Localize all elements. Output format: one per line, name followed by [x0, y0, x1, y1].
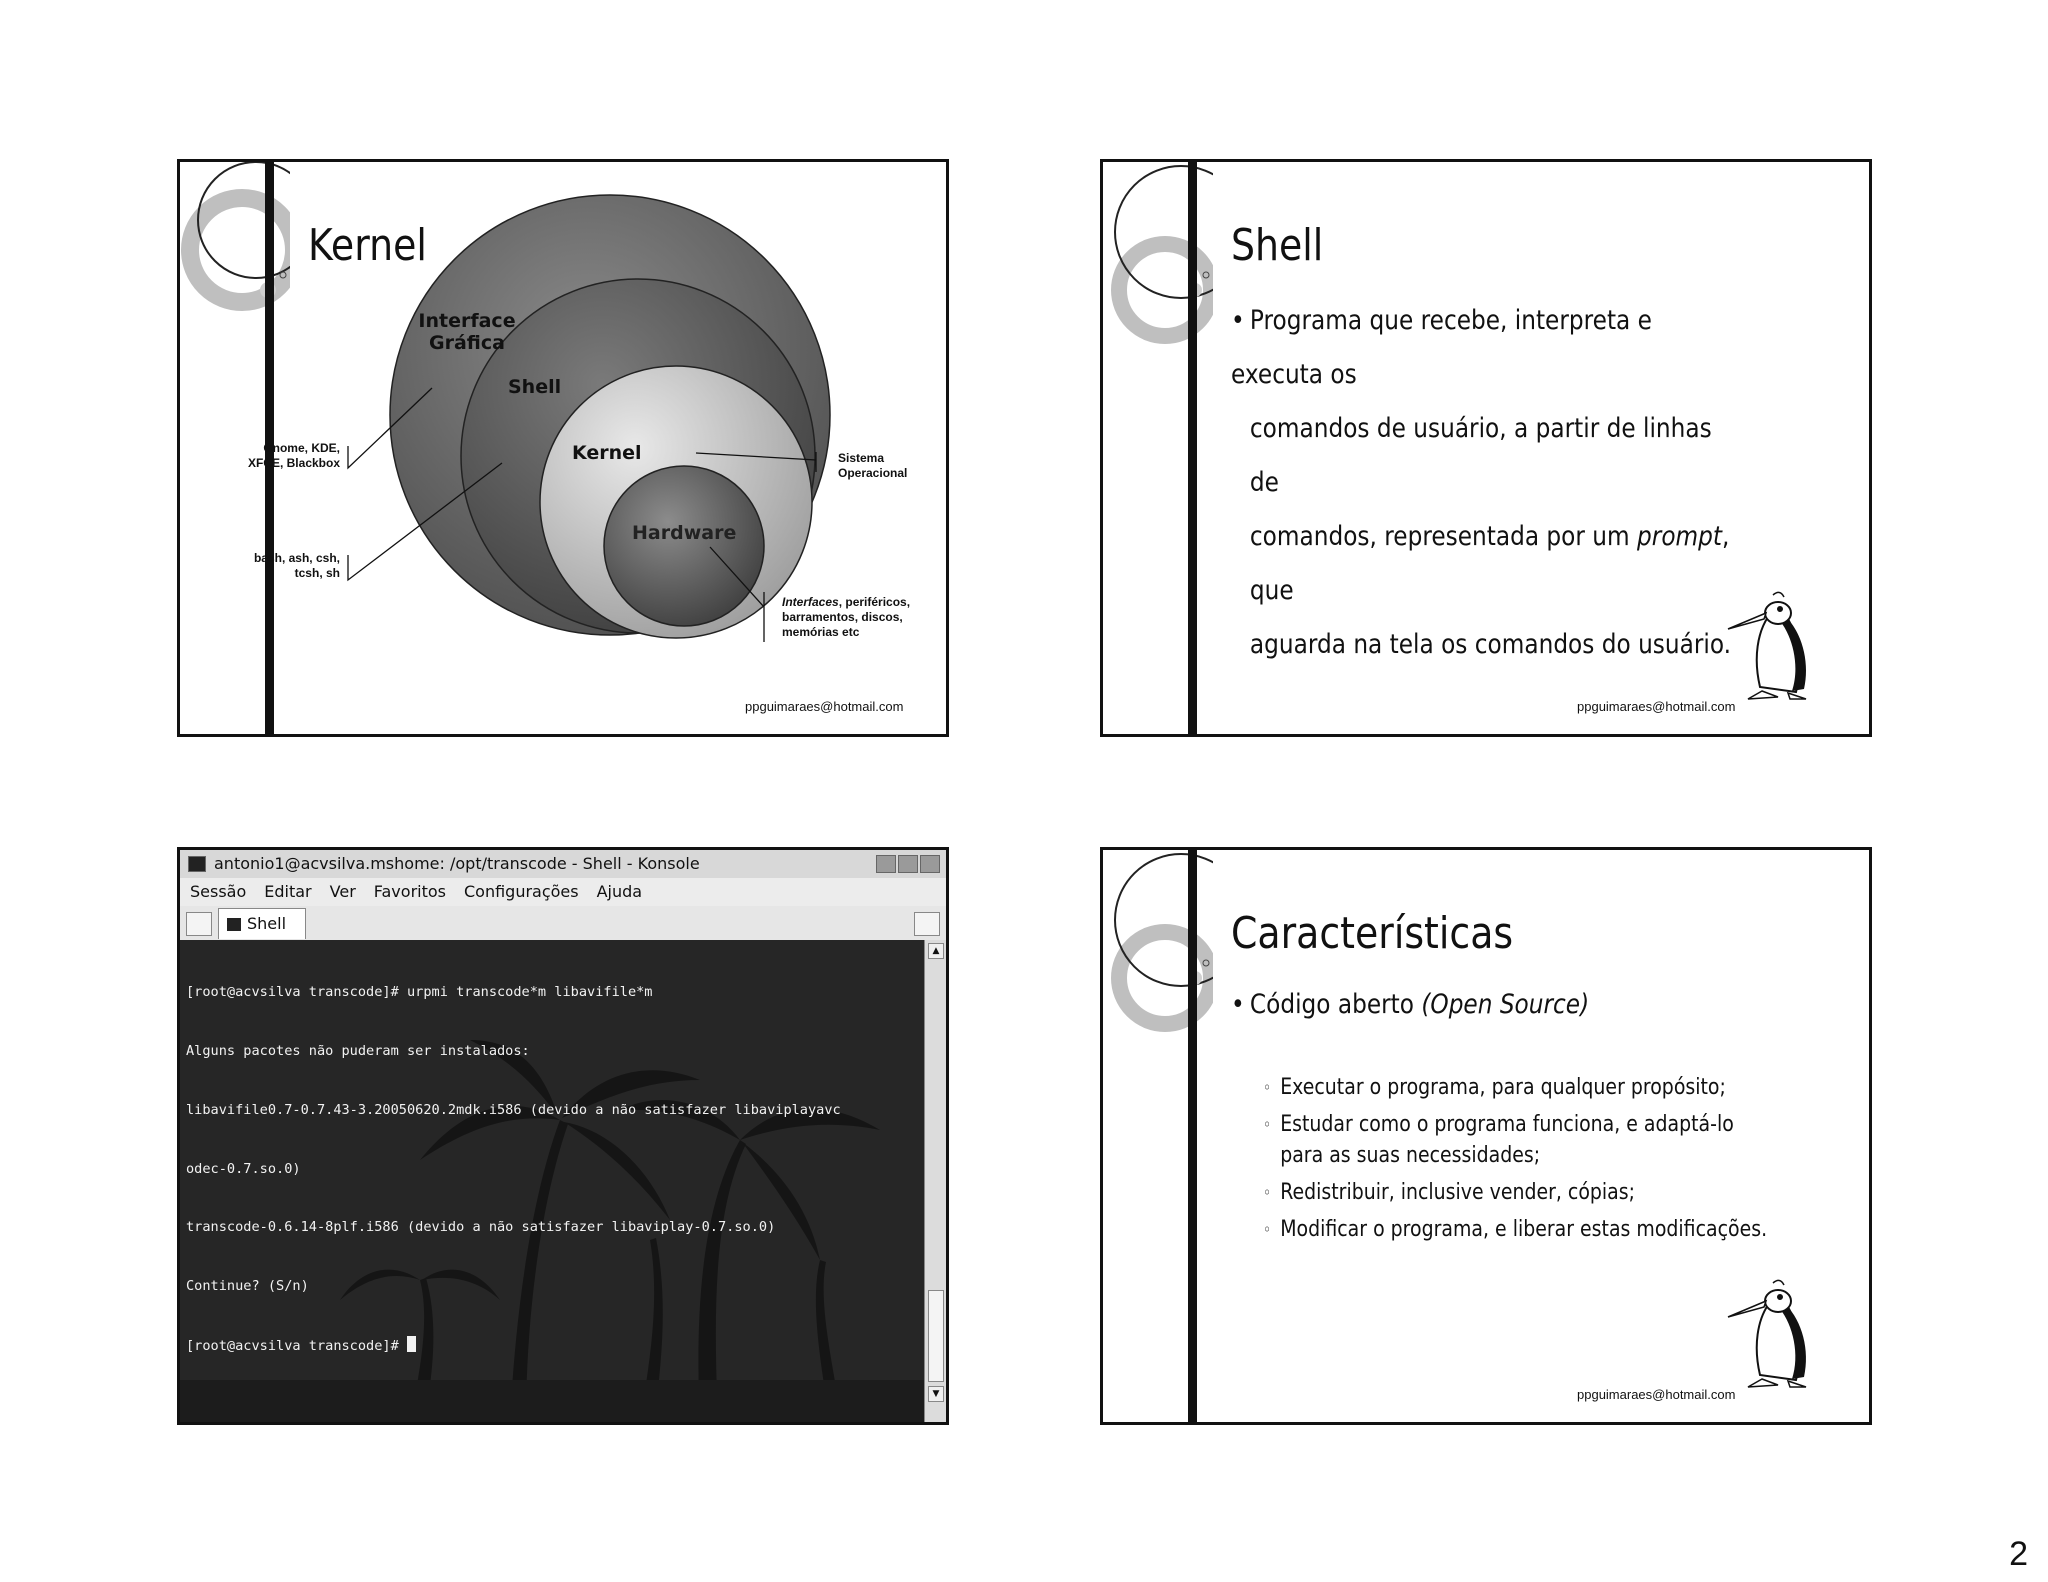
bullet-main-pre: Código aberto: [1249, 989, 1422, 1020]
terminal-output: [186, 944, 841, 1396]
note-sistema: Sistema: [838, 451, 885, 465]
window-title: antonio1@acvsilva.mshome: /opt/transcode - Shell - Konsole: [214, 854, 700, 873]
bullet-line-2: comandos de usuário, a partir de linhas de: [1249, 413, 1712, 498]
terminal-line: odec-0.7.so.0): [186, 1160, 301, 1177]
terminal-line: Continue? (S/n): [186, 1278, 309, 1295]
list-item-text: Executar o programa, para qualquer propósito;: [1280, 1075, 1726, 1100]
maximize-button[interactable]: [898, 855, 918, 873]
terminal-line: transcode-0.6.14-8plf.i586 (devido a não satisfazer libaviplay-0.7.so.0): [186, 1219, 776, 1236]
slide-footer: ppguimaraes@hotmail.com: [1577, 1387, 1736, 1402]
close-button[interactable]: [920, 855, 940, 873]
menu-configuracoes[interactable]: Configurações: [463, 882, 579, 901]
slide-caracteristicas: [1100, 847, 1872, 1425]
terminal-line: [root@acvsilva transcode]# urpmi transcode*m libavifile*m: [186, 984, 653, 1001]
list-item-text: Modificar o programa, e liberar estas modificações.: [1280, 1217, 1768, 1242]
cursor: [407, 1336, 416, 1352]
slide-rule: [1188, 850, 1197, 1422]
note-xfce: XFCE, Blackbox: [247, 456, 340, 470]
scroll-up-arrow[interactable]: ▲: [928, 943, 944, 959]
note-interfaces: [782, 595, 910, 610]
bullet-line-3-post: , que: [1249, 521, 1730, 606]
note-operacional: Operacional: [838, 466, 908, 480]
bullet-main-em: (Open Source): [1421, 989, 1590, 1020]
scrollbar[interactable]: [924, 940, 947, 1422]
ring-hardware: [604, 466, 764, 626]
bullet-line-1: Programa que recebe, interpreta e executa os: [1231, 305, 1652, 390]
ring-bullet: ◦: [1263, 1078, 1272, 1097]
slide-footer: ppguimaraes@hotmail.com: [745, 699, 904, 714]
slide-footer: ppguimaraes@hotmail.com: [1577, 699, 1736, 714]
slide-kernel: [177, 159, 949, 737]
tab-bar: [180, 906, 946, 941]
page-number: 2: [2009, 1535, 2028, 1573]
bullet-line-3-em: prompt: [1637, 521, 1722, 552]
terminal-icon: [188, 856, 206, 872]
menu-sessao[interactable]: Sessão: [190, 882, 247, 901]
list-item: [1263, 1072, 1796, 1103]
scroll-thumb[interactable]: [928, 1290, 944, 1382]
list-item-text: Estudar como o programa funciona, e adaptá-lo para as suas necessidades;: [1280, 1112, 1734, 1168]
slide-konsole: [177, 847, 949, 1425]
menu-favoritos[interactable]: Favoritos: [373, 882, 446, 901]
close-tab-button[interactable]: [914, 912, 940, 936]
ring-bullet: ◦: [1263, 1183, 1272, 1202]
label-hardware: Hardware: [632, 522, 737, 544]
terminal-prompt: [root@acvsilva transcode]#: [186, 1337, 407, 1354]
list-item-text: Redistribuir, inclusive vender, cópias;: [1280, 1180, 1636, 1205]
terminal-line: Alguns pacotes não puderam ser instalados:: [186, 1042, 530, 1059]
note-memorias: memórias etc: [782, 625, 860, 639]
ring-bullet: ◦: [1263, 1220, 1272, 1239]
bullet-list: [1231, 294, 1747, 672]
menu-ajuda[interactable]: Ajuda: [596, 882, 643, 901]
tab-terminal-icon: [227, 918, 241, 931]
minimize-button[interactable]: [876, 855, 896, 873]
penguin-icon: [1718, 1275, 1828, 1395]
sub-list: [1263, 1072, 1796, 1251]
terminal-area[interactable]: [180, 940, 924, 1422]
note-tcsh: tcsh, sh: [294, 566, 340, 580]
label-kernel: Kernel: [572, 442, 642, 464]
list-item: [1263, 1214, 1796, 1245]
window-titlebar[interactable]: [180, 850, 946, 879]
bullet-main: [1231, 978, 1747, 1032]
slide-shell: [1100, 159, 1872, 737]
ring-bullet: ◦: [1263, 1115, 1272, 1134]
note-interfaces-rest: , periféricos,: [838, 595, 911, 609]
terminal-line: libavifile0.7-0.7.43-3.20050620.2mdk.i586 (devido a não satisfazer libaviplayavc: [186, 1101, 841, 1118]
tab-shell[interactable]: [218, 908, 306, 939]
list-item: [1263, 1177, 1796, 1208]
bullet-dot: •: [1231, 989, 1245, 1020]
label-shell: Shell: [508, 376, 562, 398]
tab-label: Shell: [247, 914, 287, 933]
penguin-icon: [1718, 587, 1828, 707]
slide-title: Shell: [1231, 220, 1324, 271]
new-session-button[interactable]: [186, 912, 212, 936]
note-barramentos: barramentos, discos,: [782, 610, 903, 624]
note-interfaces-italic: Interfaces: [782, 595, 839, 609]
bullet-line-3-pre: comandos, representada por um: [1249, 521, 1638, 552]
menu-bar: [180, 878, 946, 906]
menu-ver[interactable]: Ver: [329, 882, 356, 901]
note-bash: bash, ash, csh,: [253, 551, 340, 565]
list-item: [1263, 1109, 1762, 1171]
bullet-line-4: aguarda na tela os comandos do usuário.: [1249, 629, 1732, 660]
bullet-line-3: [1231, 510, 1747, 618]
label-interface: Interface: [418, 310, 516, 332]
label-grafica: Gráfica: [429, 332, 505, 354]
bullet-dot: •: [1231, 305, 1245, 336]
note-gnome: Gnome, KDE,: [263, 441, 340, 455]
slide-title: Kernel: [308, 220, 427, 271]
slide-title: Características: [1231, 908, 1514, 959]
menu-editar[interactable]: Editar: [264, 882, 312, 901]
slide-rule: [1188, 162, 1197, 734]
scroll-down-arrow[interactable]: ▼: [928, 1386, 944, 1402]
